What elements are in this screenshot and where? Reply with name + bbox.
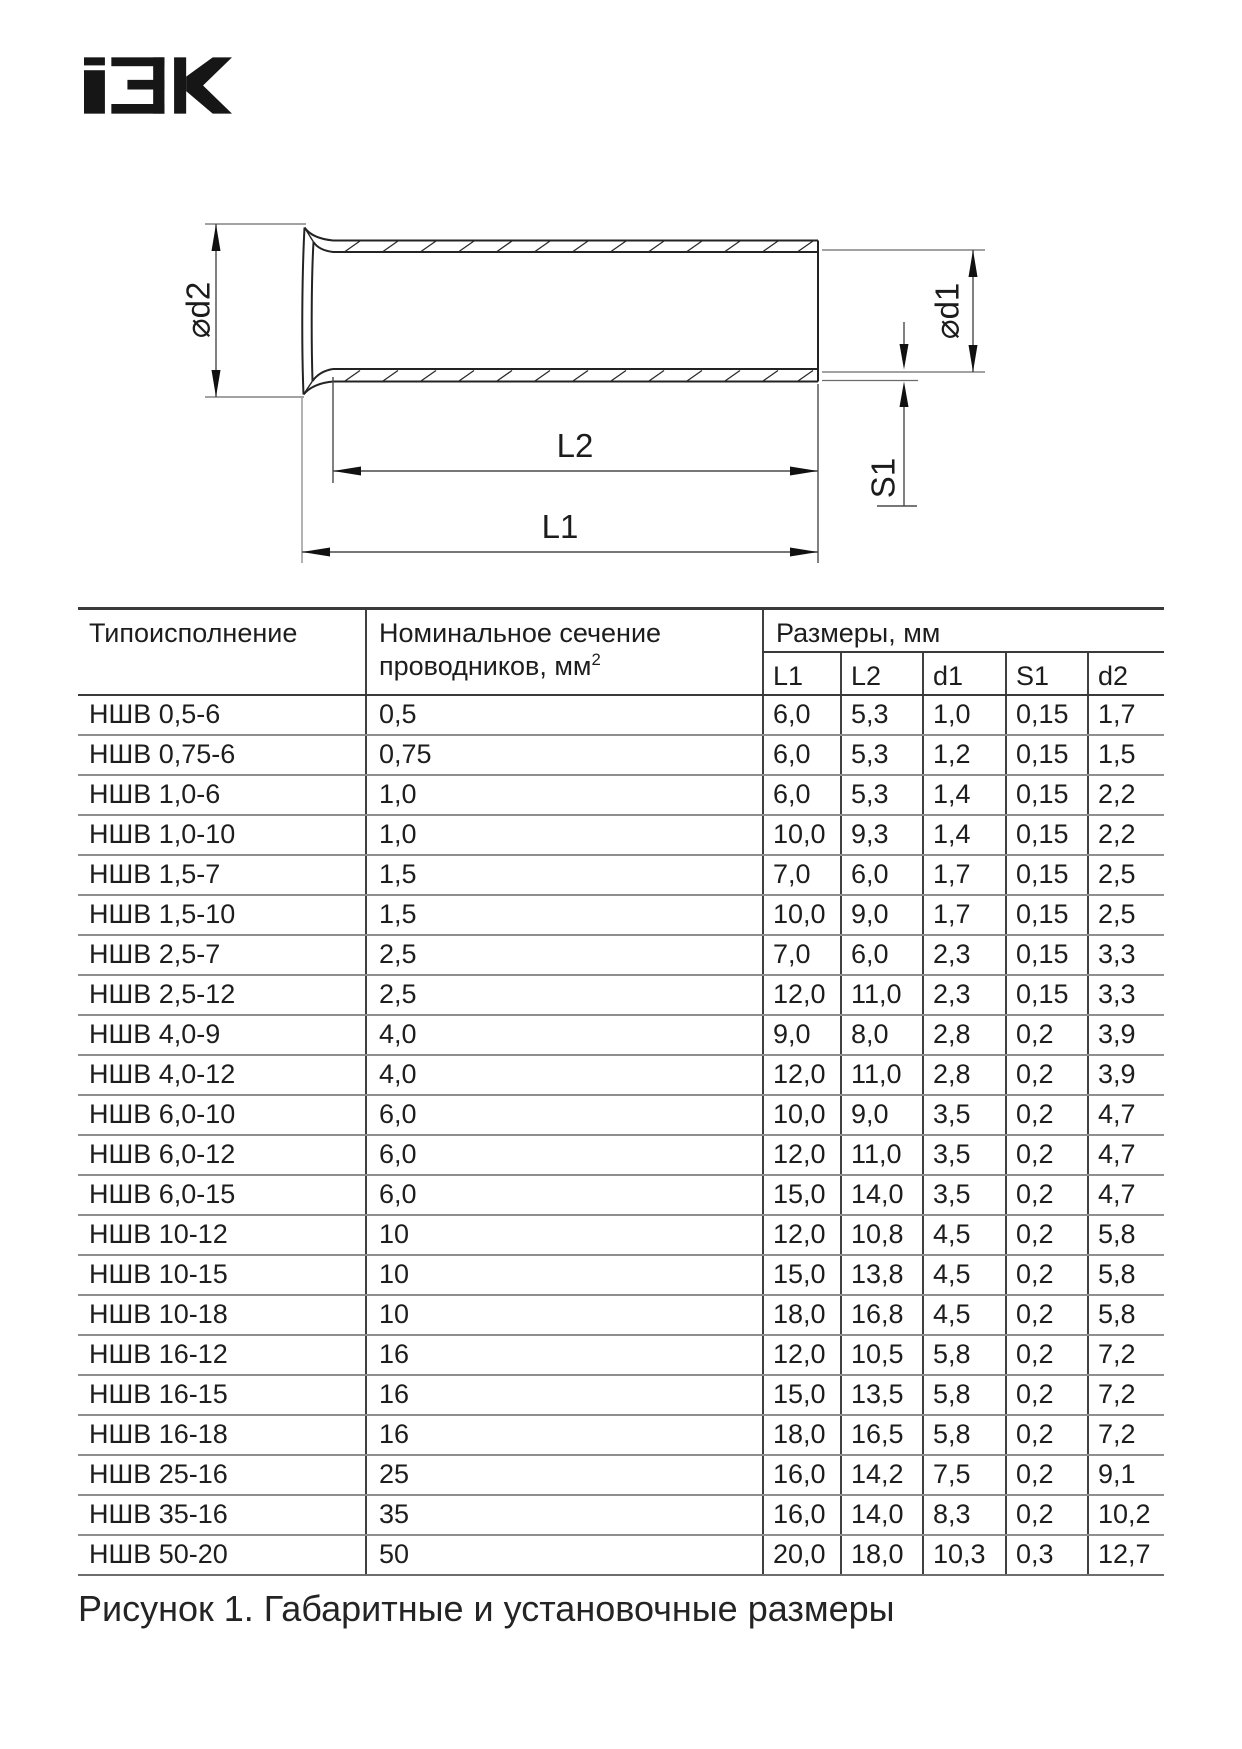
table-cell: 0,75 (366, 735, 763, 775)
table-cell: 5,8 (923, 1415, 1006, 1455)
table-cell: 14,0 (841, 1175, 923, 1215)
dimensions-table (78, 607, 1164, 1576)
table-header (78, 609, 1164, 695)
table-cell: 12,0 (763, 975, 841, 1015)
table-cell: 3,5 (923, 1135, 1006, 1175)
table-cell: 6,0 (841, 855, 923, 895)
table-cell: 2,5 (366, 975, 763, 1015)
table-cell: 2,8 (923, 1055, 1006, 1095)
table-cell: 0,2 (1006, 1135, 1088, 1175)
table-cell: 3,9 (1088, 1055, 1164, 1095)
table-cell: 10,0 (763, 1095, 841, 1135)
table-cell: 10 (366, 1295, 763, 1335)
table-cell: 0,2 (1006, 1175, 1088, 1215)
table-cell: 35 (366, 1495, 763, 1535)
table-cell: 12,0 (763, 1335, 841, 1375)
table-cell: 0,2 (1006, 1335, 1088, 1375)
table-cell: 1,5 (366, 855, 763, 895)
table-cell: 6,0 (763, 775, 841, 815)
table-cell: 1,0 (366, 775, 763, 815)
table-cell: 0,2 (1006, 1055, 1088, 1095)
table-cell: 4,0 (366, 1055, 763, 1095)
table-cell: 12,7 (1088, 1535, 1164, 1575)
table-cell: 10 (366, 1215, 763, 1255)
header-cross-section-sup: 2 (591, 649, 601, 669)
table-cell: 0,15 (1006, 895, 1088, 935)
table-row (78, 815, 1164, 855)
table-cell: 11,0 (841, 1135, 923, 1175)
table-cell: 3,3 (1088, 935, 1164, 975)
header-dim-s1: S1 (1006, 652, 1088, 695)
table-cell: 0,2 (1006, 1455, 1088, 1495)
table-cell: НШВ 10-18 (78, 1295, 366, 1335)
table-cell: НШВ 1,5-10 (78, 895, 366, 935)
table-cell: НШВ 0,75-6 (78, 735, 366, 775)
dim-l2-label: L2 (556, 427, 594, 464)
table-cell: 5,8 (1088, 1255, 1164, 1295)
ferrule-tube (302, 228, 818, 395)
table-cell: НШВ 35-16 (78, 1495, 366, 1535)
table-cell: 0,2 (1006, 1215, 1088, 1255)
table-row (78, 1135, 1164, 1175)
table-cell: 3,3 (1088, 975, 1164, 1015)
table-cell: 1,5 (1088, 735, 1164, 775)
table-cell: 5,8 (1088, 1295, 1164, 1335)
header-dim-d2: d2 (1088, 652, 1164, 695)
dim-d2 (180, 224, 306, 397)
table-cell: 7,5 (923, 1455, 1006, 1495)
table-cell: 16,0 (763, 1495, 841, 1535)
table-cell: 6,0 (841, 935, 923, 975)
table-cell: НШВ 2,5-7 (78, 935, 366, 975)
table-row (78, 1375, 1164, 1415)
table-cell: 2,5 (1088, 895, 1164, 935)
table-cell: 3,9 (1088, 1015, 1164, 1055)
table-cell: НШВ 6,0-10 (78, 1095, 366, 1135)
table-body (78, 695, 1164, 1575)
dim-l1 (302, 384, 818, 563)
table-cell: 5,3 (841, 695, 923, 735)
table-cell: 0,2 (1006, 1295, 1088, 1335)
table-cell: 16,0 (763, 1455, 841, 1495)
table-cell: 0,15 (1006, 695, 1088, 735)
table-cell: 18,0 (763, 1295, 841, 1335)
table-cell: 12,0 (763, 1215, 841, 1255)
header-cross-section (366, 609, 763, 695)
hatch-marks (345, 241, 813, 381)
table-cell: 10,3 (923, 1535, 1006, 1575)
table-cell: 2,2 (1088, 815, 1164, 855)
table-cell: 4,7 (1088, 1095, 1164, 1135)
table-cell: 10,0 (763, 815, 841, 855)
table-cell: НШВ 1,5-7 (78, 855, 366, 895)
table-row (78, 1095, 1164, 1135)
header-dimensions-group: Размеры, мм (763, 609, 1164, 652)
table-cell: 5,8 (923, 1375, 1006, 1415)
table-row (78, 855, 1164, 895)
table-row (78, 975, 1164, 1015)
table-cell: 0,15 (1006, 815, 1088, 855)
table-cell: 6,0 (366, 1175, 763, 1215)
table-cell: НШВ 6,0-15 (78, 1175, 366, 1215)
table-cell: 0,15 (1006, 775, 1088, 815)
table-cell: 18,0 (841, 1535, 923, 1575)
dim-s1 (822, 322, 918, 506)
table-cell: 10 (366, 1255, 763, 1295)
table-row (78, 695, 1164, 735)
table-cell: 4,5 (923, 1255, 1006, 1295)
table-row (78, 1295, 1164, 1335)
table-row (78, 735, 1164, 775)
table-cell: 1,7 (923, 855, 1006, 895)
table-cell: 14,2 (841, 1455, 923, 1495)
table-cell: НШВ 6,0-12 (78, 1135, 366, 1175)
table-cell: 10,8 (841, 1215, 923, 1255)
table-cell: 50 (366, 1535, 763, 1575)
table-cell: 11,0 (841, 975, 923, 1015)
figure-caption: Рисунок 1. Габаритные и установочные размеры (78, 1588, 895, 1629)
header-cross-section-line2: проводников, мм (379, 650, 592, 681)
table-cell: 8,3 (923, 1495, 1006, 1535)
table-row (78, 1175, 1164, 1215)
dim-s1-label: S1 (864, 457, 902, 499)
table-cell: 12,0 (763, 1135, 841, 1175)
table-row (78, 1055, 1164, 1095)
header-dim-d1: d1 (923, 652, 1006, 695)
table-cell: 15,0 (763, 1175, 841, 1215)
table-cell: НШВ 10-12 (78, 1215, 366, 1255)
table-cell: НШВ 25-16 (78, 1455, 366, 1495)
table-row (78, 1535, 1164, 1575)
header-type: Типоисполнение (78, 609, 366, 695)
table-cell: 5,3 (841, 775, 923, 815)
table-cell: НШВ 1,0-10 (78, 815, 366, 855)
ferrule-drawing (150, 185, 1000, 580)
table-cell: НШВ 16-18 (78, 1415, 366, 1455)
table-cell: НШВ 2,5-12 (78, 975, 366, 1015)
table-cell: 20,0 (763, 1535, 841, 1575)
table-cell: 10,2 (1088, 1495, 1164, 1535)
iek-logo-glyphs (84, 57, 232, 113)
table-cell: 1,5 (366, 895, 763, 935)
table-cell: НШВ 16-15 (78, 1375, 366, 1415)
table-cell: НШВ 16-12 (78, 1335, 366, 1375)
table-cell: 0,2 (1006, 1375, 1088, 1415)
table-cell: 0,15 (1006, 935, 1088, 975)
table-cell: 4,5 (923, 1215, 1006, 1255)
table-cell: НШВ 4,0-12 (78, 1055, 366, 1095)
table-row (78, 895, 1164, 935)
dim-l2 (333, 377, 818, 483)
iek-logo (84, 57, 232, 114)
table-cell: 11,0 (841, 1055, 923, 1095)
table-cell: 0,2 (1006, 1255, 1088, 1295)
table-cell: 0,2 (1006, 1415, 1088, 1455)
table-cell: 5,8 (1088, 1215, 1164, 1255)
table-cell: 16,8 (841, 1295, 923, 1335)
table-cell: 4,0 (366, 1015, 763, 1055)
table-cell: 0,2 (1006, 1015, 1088, 1055)
table-cell: 0,3 (1006, 1535, 1088, 1575)
table-cell: 4,5 (923, 1295, 1006, 1335)
table-cell: 5,8 (923, 1335, 1006, 1375)
table-cell: 8,0 (841, 1015, 923, 1055)
table-cell: 0,2 (1006, 1095, 1088, 1135)
table-cell: 12,0 (763, 1055, 841, 1095)
table-cell: 9,0 (763, 1015, 841, 1055)
table-cell: 1,0 (923, 695, 1006, 735)
table-cell: 9,3 (841, 815, 923, 855)
header-cross-section-line1: Номинальное сечение (379, 618, 662, 648)
header-dim-l1: L1 (763, 652, 841, 695)
table-row (78, 1255, 1164, 1295)
table-cell: НШВ 4,0-9 (78, 1015, 366, 1055)
table-cell: 25 (366, 1455, 763, 1495)
table-cell: 16,5 (841, 1415, 923, 1455)
table-row (78, 775, 1164, 815)
table-cell: 2,5 (366, 935, 763, 975)
table-row (78, 1495, 1164, 1535)
dim-l1-label: L1 (541, 508, 579, 545)
table-cell: 7,2 (1088, 1375, 1164, 1415)
table-cell: 16 (366, 1335, 763, 1375)
table-cell: 2,3 (923, 935, 1006, 975)
table-row (78, 935, 1164, 975)
table-cell: 7,0 (763, 855, 841, 895)
table-cell: 18,0 (763, 1415, 841, 1455)
table-row (78, 1415, 1164, 1455)
table-cell: 1,4 (923, 775, 1006, 815)
table-cell: 15,0 (763, 1375, 841, 1415)
table-cell: 10,0 (763, 895, 841, 935)
table-cell: 6,0 (763, 735, 841, 775)
table-cell: НШВ 0,5-6 (78, 695, 366, 735)
table-cell: 1,2 (923, 735, 1006, 775)
table-cell: 16 (366, 1415, 763, 1455)
table-row (78, 1335, 1164, 1375)
table-cell: 2,3 (923, 975, 1006, 1015)
table-cell: 4,7 (1088, 1135, 1164, 1175)
table-cell: 3,5 (923, 1095, 1006, 1135)
table-cell: НШВ 10-15 (78, 1255, 366, 1295)
table-cell: 6,0 (366, 1135, 763, 1175)
table-cell: НШВ 50-20 (78, 1535, 366, 1575)
table-cell: 15,0 (763, 1255, 841, 1295)
table-row (78, 1215, 1164, 1255)
table-cell: 0,5 (366, 695, 763, 735)
table-cell: 13,5 (841, 1375, 923, 1415)
table-cell: 7,2 (1088, 1415, 1164, 1455)
dim-d1-label: ⌀d1 (928, 282, 966, 340)
table-cell: 1,7 (1088, 695, 1164, 735)
table-cell: 9,0 (841, 895, 923, 935)
table-cell: 7,2 (1088, 1335, 1164, 1375)
table-cell: 13,8 (841, 1255, 923, 1295)
table-cell: 9,1 (1088, 1455, 1164, 1495)
dim-d2-label: ⌀d2 (179, 281, 217, 339)
table-cell: 1,4 (923, 815, 1006, 855)
table-cell: 10,5 (841, 1335, 923, 1375)
table-row (78, 1455, 1164, 1495)
table-cell: 9,0 (841, 1095, 923, 1135)
table-cell: 2,5 (1088, 855, 1164, 895)
table-cell: 2,8 (923, 1015, 1006, 1055)
table-cell: 0,15 (1006, 855, 1088, 895)
table-cell: 0,15 (1006, 975, 1088, 1015)
table-cell: 0,2 (1006, 1495, 1088, 1535)
table-cell: 14,0 (841, 1495, 923, 1535)
table-cell: 0,15 (1006, 735, 1088, 775)
table-cell: 2,2 (1088, 775, 1164, 815)
table-cell: 3,5 (923, 1175, 1006, 1215)
table-row (78, 1015, 1164, 1055)
table-cell: 5,3 (841, 735, 923, 775)
table-cell: 4,7 (1088, 1175, 1164, 1215)
table-cell: 6,0 (763, 695, 841, 735)
header-dim-l2: L2 (841, 652, 923, 695)
table-cell: 6,0 (366, 1095, 763, 1135)
table-cell: 7,0 (763, 935, 841, 975)
table-cell: 1,7 (923, 895, 1006, 935)
table-cell: 16 (366, 1375, 763, 1415)
table-cell: НШВ 1,0-6 (78, 775, 366, 815)
table-cell: 1,0 (366, 815, 763, 855)
